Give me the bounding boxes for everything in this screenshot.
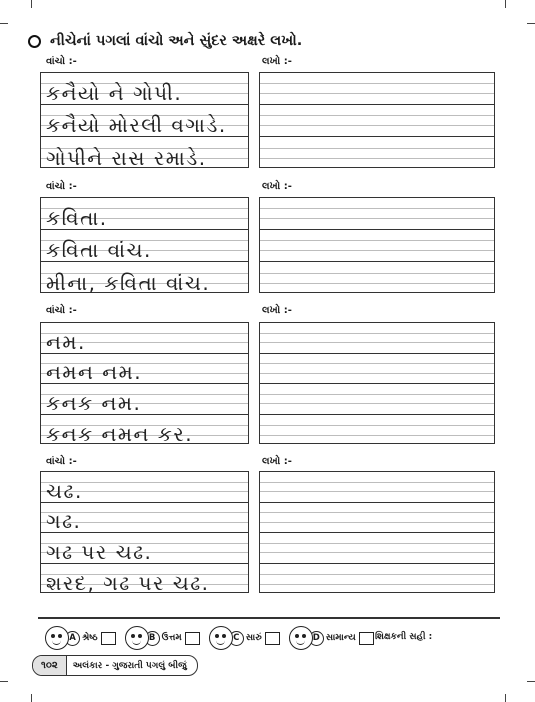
footer-divider — [38, 617, 500, 619]
book-title: અલંકાર - ગુજરાતી પગલું બીજું — [72, 660, 187, 671]
read-box — [40, 197, 249, 293]
read-line — [41, 564, 248, 595]
read-sentence: ગઢ. — [46, 509, 82, 533]
write-label: લખો :- — [262, 305, 292, 316]
read-sentence: કનૈયો મોરલી વગાડે. — [46, 113, 227, 137]
teacher-signature-label: શિક્ષકની સહી : — [375, 632, 433, 642]
crop-mark — [505, 694, 506, 702]
write-line[interactable] — [260, 262, 494, 294]
instruction-text: નીચેનાં પગલાં વાંચો અને સુંદર અક્ષરે લખો. — [50, 33, 303, 49]
read-label: વાંચો :- — [46, 305, 77, 316]
read-line — [41, 533, 248, 564]
read-line — [41, 503, 248, 534]
read-line — [41, 105, 248, 137]
grade-label: ઉત્તમ — [161, 633, 182, 643]
grade-letter: A — [65, 631, 80, 646]
read-line — [41, 198, 248, 230]
page-footer — [32, 655, 198, 676]
read-sentence: ગઢ પર ચઢ. — [46, 539, 153, 564]
read-line — [41, 137, 248, 169]
write-line[interactable] — [260, 503, 494, 534]
read-box — [40, 471, 249, 593]
read-line — [41, 354, 248, 385]
write-line[interactable] — [260, 472, 494, 503]
write-line[interactable] — [260, 198, 494, 230]
write-line[interactable] — [260, 354, 494, 385]
read-box — [40, 72, 249, 168]
write-line[interactable] — [260, 384, 494, 415]
write-line[interactable] — [260, 415, 494, 446]
read-line — [41, 323, 248, 354]
read-sentence: ચઢ. — [46, 478, 83, 503]
grade-a — [45, 626, 116, 650]
grade-checkbox[interactable] — [101, 632, 116, 645]
read-box — [40, 322, 249, 444]
write-line[interactable] — [260, 323, 494, 354]
write-line[interactable] — [260, 230, 494, 262]
smiley-face-icon — [125, 626, 149, 650]
read-sentence: કનૈયો ને ગોપી. — [46, 81, 183, 105]
read-line — [41, 73, 248, 105]
grade-label: શ્રેષ્ઠ — [82, 633, 98, 643]
write-label: લખો :- — [262, 56, 292, 67]
grade-letter: D — [309, 631, 324, 646]
grade-checkbox[interactable] — [185, 632, 200, 645]
write-box[interactable] — [259, 72, 495, 168]
write-line[interactable] — [260, 105, 494, 137]
write-box[interactable] — [259, 197, 495, 293]
read-line — [41, 230, 248, 262]
crop-mark — [31, 0, 32, 8]
grade-checkbox[interactable] — [359, 632, 374, 645]
read-line — [41, 384, 248, 415]
read-sentence: કનક નમ. — [46, 390, 142, 415]
read-line — [41, 415, 248, 446]
read-sentence: ગોપીને રાસ રમાડે. — [46, 146, 207, 169]
grade-d — [289, 626, 374, 650]
grade-label: સામાન્ય — [325, 633, 356, 643]
read-label: વાંચો :- — [46, 56, 77, 67]
crop-mark — [0, 23, 8, 24]
grade-b — [125, 626, 200, 650]
grade-checkbox[interactable] — [265, 632, 280, 645]
write-line[interactable] — [260, 564, 494, 595]
crop-mark — [505, 0, 506, 8]
write-box[interactable] — [259, 471, 495, 593]
read-sentence: નમ. — [46, 329, 86, 354]
page-number: ૧૦૨ — [33, 656, 67, 675]
read-sentence: કનક નમન કર. — [46, 422, 194, 445]
smiley-face-icon — [289, 626, 313, 650]
read-line — [41, 262, 248, 294]
read-sentence: કવિતા. — [46, 206, 108, 230]
crop-mark — [31, 694, 32, 702]
grade-c — [209, 626, 280, 650]
read-line — [41, 472, 248, 503]
smiley-face-icon — [45, 626, 69, 650]
write-line[interactable] — [260, 73, 494, 105]
grade-bar — [45, 625, 383, 651]
write-label: લખો :- — [262, 456, 292, 467]
write-label: લખો :- — [262, 181, 292, 192]
crop-mark — [527, 23, 535, 24]
grade-letter: C — [229, 631, 244, 646]
grade-letter: B — [145, 631, 160, 646]
read-label: વાંચો :- — [46, 181, 77, 192]
write-box[interactable] — [259, 322, 495, 444]
write-line[interactable] — [260, 137, 494, 169]
read-sentence: કવિતા વાંચ. — [46, 238, 152, 262]
read-sentence: શરદ, ગઢ પર ચઢ. — [46, 571, 210, 594]
grade-label: સારું — [245, 633, 262, 643]
instruction-heading — [28, 33, 302, 49]
smiley-face-icon — [209, 626, 233, 650]
crop-mark — [0, 681, 8, 682]
crop-mark — [527, 681, 535, 682]
read-label: વાંચો :- — [46, 456, 77, 467]
write-line[interactable] — [260, 533, 494, 564]
read-sentence: નમન નમ. — [46, 360, 143, 384]
bullet-ring-icon — [28, 35, 41, 48]
read-sentence: મીના, કવિતા વાંચ. — [46, 271, 211, 294]
